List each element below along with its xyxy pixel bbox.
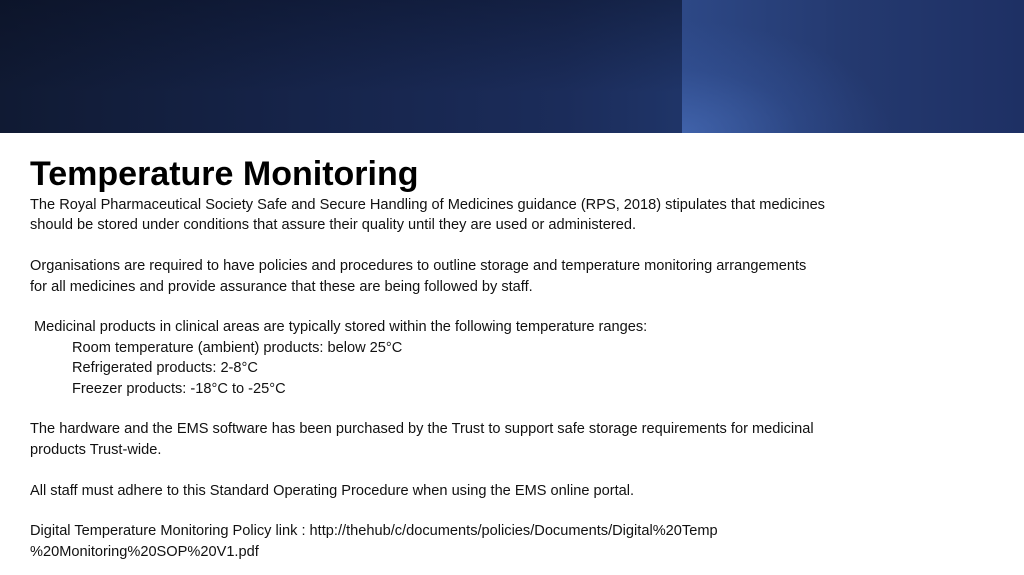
policy-link-line2: %20Monitoring%20SOP%20V1.pdf (30, 543, 259, 560)
para4: All staff must adhere to this Standard Operating Procedure when using the EMS online portal. (30, 482, 635, 499)
range-refrigerated: Refrigerated products: 2-8°C (72, 360, 258, 377)
banner-glow-panel (682, 0, 1024, 133)
para3-line1: The hardware and the EMS software has been purchased by the Trust to support safe storage requirements for medicinal (30, 421, 814, 438)
spacer (30, 399, 890, 419)
banner-shade (0, 0, 682, 133)
slide-body (30, 195, 890, 562)
spacer (30, 297, 890, 317)
slide-title: Temperature Monitoring (30, 155, 419, 193)
spacer (30, 460, 890, 480)
policy-link-line1: Digital Temperature Monitoring Policy link : http://thehub/c/documents/policies/Documents/Digital%20Temp (30, 523, 718, 540)
para1-line2: should be stored under conditions that assure their quality until they are used or administered. (30, 217, 636, 234)
header-banner (0, 0, 1024, 133)
para2-line1: Organisations are required to have policies and procedures to outline storage and temperature monitoring arrangements (30, 258, 807, 275)
spacer (30, 501, 890, 521)
para1-line1: The Royal Pharmaceutical Society Safe and Secure Handling of Medicines guidance (RPS, 2018) stipulates that medicines (30, 197, 825, 213)
para3-line2: products Trust-wide. (30, 441, 162, 458)
ranges-intro: Medicinal products in clinical areas are typically stored within the following temperature ranges: (34, 319, 648, 336)
spacer (30, 236, 890, 256)
range-freezer: Freezer products: -18°C to -25°C (72, 380, 286, 397)
range-room-temperature: Room temperature (ambient) products: below 25°C (72, 339, 403, 356)
para2-line2: for all medicines and provide assurance that these are being followed by staff. (30, 278, 533, 295)
